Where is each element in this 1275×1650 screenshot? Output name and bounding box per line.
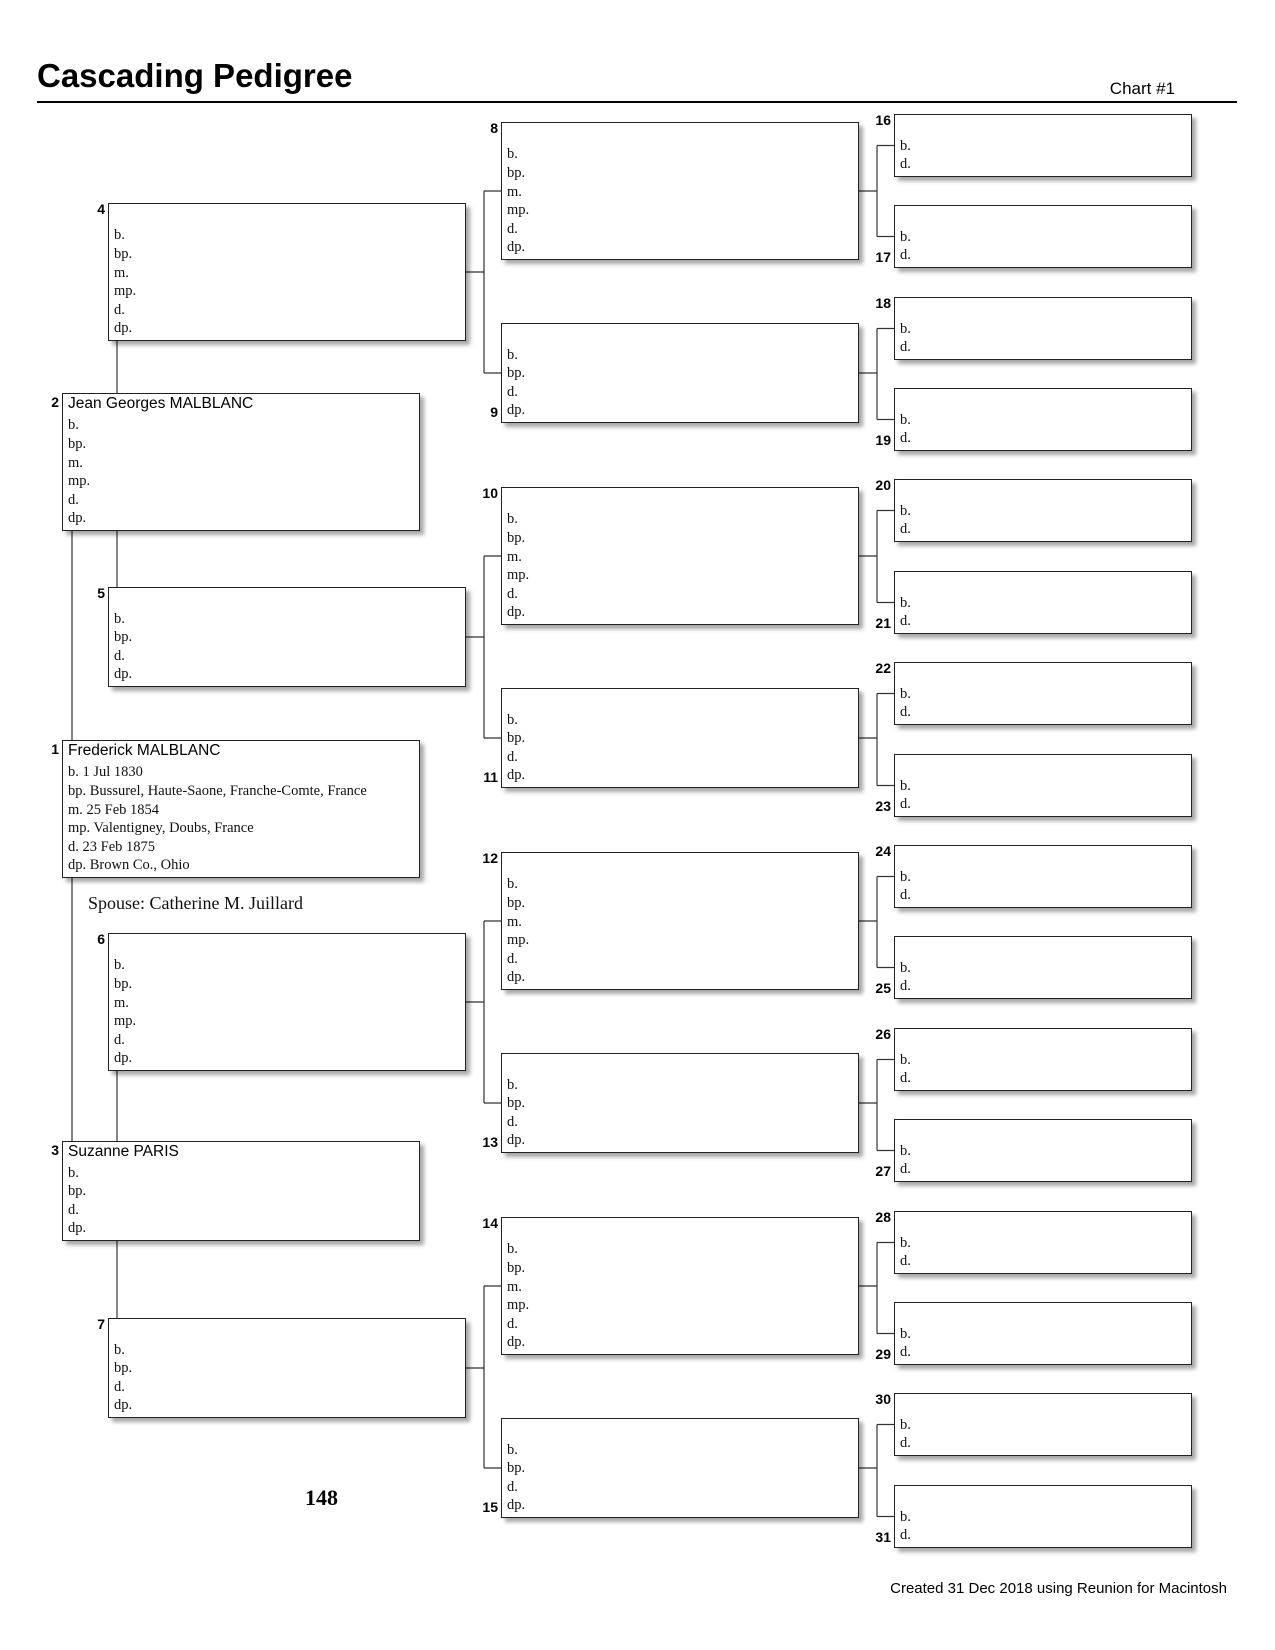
person-number: 19 (875, 432, 891, 448)
chart-number: Chart #1 (1109, 79, 1175, 98)
event-line: b. (900, 1142, 911, 1159)
event-line: bp. (114, 629, 133, 646)
event-line: b. (900, 594, 911, 611)
person-events (507, 875, 529, 987)
event-line: m. (507, 1278, 522, 1295)
person-box-29 (894, 1302, 1192, 1365)
event-line: d. (68, 491, 79, 508)
person-events (507, 711, 525, 785)
event-line: dp. (507, 767, 526, 784)
event-line: b. (900, 1234, 911, 1251)
person-box-4 (108, 203, 466, 341)
event-line: b. (114, 1341, 125, 1358)
event-line: b. (114, 610, 125, 627)
event-line: m. (114, 994, 129, 1011)
person-number: 30 (875, 1391, 891, 1407)
event-line: b. (68, 417, 79, 434)
person-number: 2 (51, 394, 59, 410)
event-line: b. (507, 146, 518, 163)
event-line: b. (900, 1416, 911, 1433)
chart-title: Cascading Pedigree (37, 57, 353, 94)
person-events (900, 777, 911, 814)
event-line: bp. (114, 1360, 133, 1377)
person-box-1 (62, 740, 420, 878)
person-number: 22 (875, 660, 891, 676)
person-number: 28 (875, 1209, 891, 1225)
event-line: d. (900, 1527, 911, 1544)
person-events (114, 956, 136, 1068)
event-line: mp. (68, 473, 91, 490)
person-events (900, 1051, 911, 1088)
event-line: dp. Brown Co., Ohio (68, 857, 190, 874)
event-line: d. (900, 796, 911, 813)
person-number: 27 (875, 1163, 891, 1179)
event-line: mp. (507, 932, 530, 949)
event-line: d. 23 Feb 1875 (68, 838, 155, 855)
event-line: d. (900, 430, 911, 447)
person-number: 4 (97, 201, 105, 217)
person-number: 1 (51, 741, 59, 757)
person-number: 13 (482, 1134, 498, 1150)
event-line: d. (900, 339, 911, 356)
event-line: dp. (68, 1220, 87, 1237)
event-line: m. (507, 183, 522, 200)
event-line: b. (900, 411, 911, 428)
event-line: bp. (68, 1183, 87, 1200)
person-box-7 (108, 1318, 466, 1418)
event-line: m. 25 Feb 1854 (68, 801, 160, 818)
person-number: 16 (875, 112, 891, 128)
event-line: m. (507, 548, 522, 565)
event-line: m. (68, 454, 83, 471)
person-events (507, 1441, 525, 1515)
event-line: d. (900, 521, 911, 538)
event-line: bp. (507, 894, 526, 911)
event-line: b. (507, 1241, 518, 1258)
event-line: dp. (507, 239, 526, 256)
event-line: b. (900, 137, 911, 154)
event-line: d. (900, 1070, 911, 1087)
person-events (114, 610, 132, 684)
person-box-28 (894, 1211, 1192, 1274)
event-line: dp. (114, 320, 133, 337)
event-line: b. 1 Jul 1830 (68, 764, 143, 781)
event-line: mp. Valentigney, Doubs, France (68, 820, 254, 837)
event-line: b. (507, 511, 518, 528)
event-line: b. (507, 876, 518, 893)
event-line: bp. (114, 975, 133, 992)
event-line: b. (900, 1051, 911, 1068)
event-line: b. (68, 1164, 79, 1181)
person-box-25 (894, 936, 1192, 999)
person-events (900, 1142, 911, 1179)
person-box-21 (894, 571, 1192, 634)
person-number: 6 (97, 931, 105, 947)
event-line: b. (507, 346, 518, 363)
event-line: b. (507, 1076, 518, 1093)
person-box-12 (501, 852, 859, 990)
person-events (900, 685, 911, 722)
person-events (68, 1164, 86, 1238)
person-box-16 (894, 114, 1192, 177)
person-number: 11 (483, 769, 498, 785)
event-line: bp. (114, 245, 133, 262)
person-name: Suzanne PARIS (68, 1143, 179, 1160)
event-line: dp. (507, 604, 526, 621)
person-box-26 (894, 1028, 1192, 1091)
person-name: Jean Georges MALBLANC (68, 395, 254, 412)
person-box-31 (894, 1485, 1192, 1548)
person-number: 9 (490, 404, 498, 420)
event-line: dp. (507, 969, 526, 986)
person-box-18 (894, 297, 1192, 360)
event-line: d. (900, 1161, 911, 1178)
person-events (900, 228, 911, 265)
person-number: 5 (97, 585, 105, 601)
event-line: bp. (507, 164, 526, 181)
event-line: dp. (507, 1132, 526, 1149)
person-events (900, 1325, 911, 1362)
person-number: 23 (875, 798, 891, 814)
event-line: b. (507, 1441, 518, 1458)
event-line: bp. (507, 1095, 526, 1112)
person-events (68, 416, 90, 528)
event-line: d. (900, 887, 911, 904)
event-line: d. (507, 585, 518, 602)
event-line: mp. (114, 1013, 137, 1030)
person-events (507, 510, 529, 622)
person-box-5 (108, 587, 466, 687)
person-box-14 (501, 1217, 859, 1355)
person-box-30 (894, 1393, 1192, 1456)
person-box-2 (62, 393, 420, 531)
event-line: bp. (507, 1460, 526, 1477)
event-line: dp. (114, 1050, 133, 1067)
person-events (900, 594, 911, 631)
person-events (900, 868, 911, 905)
event-line: dp. (507, 1497, 526, 1514)
person-number: 18 (875, 295, 891, 311)
event-line: mp. (507, 567, 530, 584)
person-box-6 (108, 933, 466, 1071)
event-line: d. (507, 950, 518, 967)
person-box-20 (894, 479, 1192, 542)
event-line: d. (114, 1031, 125, 1048)
person-number: 15 (482, 1499, 498, 1515)
event-line: m. (114, 264, 129, 281)
event-line: dp. (507, 1334, 526, 1351)
event-line: bp. (507, 730, 526, 747)
event-line: b. (900, 868, 911, 885)
person-number: 3 (51, 1142, 59, 1158)
person-box-23 (894, 754, 1192, 817)
person-box-10 (501, 487, 859, 625)
event-line: d. (507, 1113, 518, 1130)
person-name: Frederick MALBLANC (68, 742, 221, 759)
person-number: 8 (490, 120, 498, 136)
person-number: 29 (875, 1346, 891, 1362)
person-events (900, 1508, 911, 1545)
event-line: d. (900, 1435, 911, 1452)
person-number: 12 (482, 850, 498, 866)
event-line: b. (900, 228, 911, 245)
event-line: d. (507, 1315, 518, 1332)
person-events (507, 346, 525, 420)
person-events (507, 145, 529, 257)
person-events (900, 137, 911, 174)
person-box-15 (501, 1418, 859, 1518)
person-number: 21 (875, 615, 891, 631)
event-line: b. (900, 320, 911, 337)
event-line: b. (114, 957, 125, 974)
person-events (900, 1234, 911, 1271)
person-events (114, 1341, 132, 1415)
person-number: 10 (482, 485, 498, 501)
footer-credit: Created 31 Dec 2018 using Reunion for Macintosh (890, 1580, 1227, 1597)
person-events (900, 959, 911, 996)
event-line: d. (507, 748, 518, 765)
person-box-27 (894, 1119, 1192, 1182)
event-line: mp. (507, 202, 530, 219)
event-line: m. (507, 913, 522, 930)
person-number: 20 (875, 477, 891, 493)
person-events (507, 1076, 525, 1150)
event-line: d. (114, 647, 125, 664)
person-events (900, 1416, 911, 1453)
event-line: dp. (507, 402, 526, 419)
event-line: b. (900, 959, 911, 976)
person-number: 14 (482, 1215, 498, 1231)
person-number: 26 (875, 1026, 891, 1042)
person-box-19 (894, 388, 1192, 451)
person-box-3 (62, 1141, 420, 1241)
person-events (900, 502, 911, 539)
event-line: d. (900, 1344, 911, 1361)
event-line: d. (114, 1378, 125, 1395)
event-line: mp. (114, 283, 137, 300)
event-line: b. (900, 777, 911, 794)
event-line: bp. (507, 529, 526, 546)
person-number: 25 (875, 980, 891, 996)
event-line: bp. (507, 365, 526, 382)
event-line: d. (900, 978, 911, 995)
person-box-24 (894, 845, 1192, 908)
person-number: 7 (97, 1316, 105, 1332)
event-line: mp. (507, 1297, 530, 1314)
person-box-11 (501, 688, 859, 788)
person-number: 31 (875, 1529, 891, 1545)
event-line: d. (507, 383, 518, 400)
person-number: 17 (875, 249, 891, 265)
event-line: dp. (68, 510, 87, 527)
event-line: d. (900, 247, 911, 264)
event-line: d. (900, 613, 911, 630)
person-box-17 (894, 205, 1192, 268)
person-events (900, 320, 911, 357)
event-line: bp. (507, 1259, 526, 1276)
person-number: 24 (875, 843, 891, 859)
person-box-8 (501, 122, 859, 260)
person-events (68, 763, 367, 875)
event-line: dp. (114, 666, 133, 683)
event-line: b. (900, 1325, 911, 1342)
event-line: bp. Bussurel, Haute-Saone, Franche-Comte, France (68, 782, 367, 799)
event-line: d. (507, 220, 518, 237)
event-line: b. (114, 227, 125, 244)
event-line: b. (900, 685, 911, 702)
person-box-22 (894, 662, 1192, 725)
person-events (114, 226, 136, 338)
event-line: b. (900, 502, 911, 519)
event-line: d. (114, 301, 125, 318)
event-line: d. (507, 1478, 518, 1495)
event-line: b. (900, 1508, 911, 1525)
event-line: bp. (68, 435, 87, 452)
person-box-13 (501, 1053, 859, 1153)
event-line: d. (68, 1201, 79, 1218)
person-events (507, 1240, 529, 1352)
person-events (900, 411, 911, 448)
event-line: d. (900, 1253, 911, 1270)
event-line: dp. (114, 1397, 133, 1414)
event-line: b. (507, 711, 518, 728)
event-line: d. (900, 704, 911, 721)
event-line: d. (900, 156, 911, 173)
person-box-9 (501, 323, 859, 423)
spouse-label: Spouse: Catherine M. Juillard (88, 893, 303, 913)
page-number: 148 (305, 1485, 338, 1510)
